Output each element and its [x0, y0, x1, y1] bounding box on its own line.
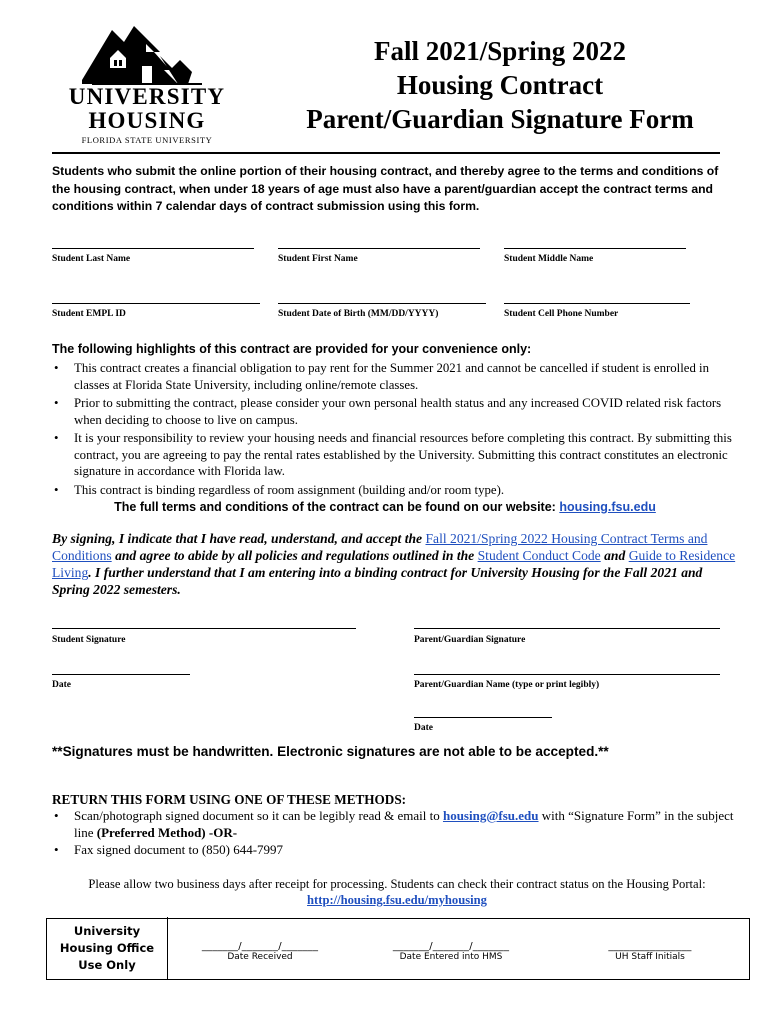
- highlights-list: [52, 360, 742, 500]
- form-title: [280, 34, 720, 136]
- header-divider: [52, 152, 720, 154]
- signing-text-2: and agree to abide by all policies and regulations outlined in the: [115, 548, 475, 563]
- preferred-method-note: (Preferred Method) -OR-: [96, 824, 238, 840]
- signing-text-3: and: [604, 548, 626, 563]
- date-hms-label: Date Entered into HMS: [399, 952, 503, 962]
- student-cell-field[interactable]: [504, 303, 690, 304]
- student-last-name-field[interactable]: [52, 248, 254, 249]
- date-received-blank: _______/_______/_______: [201, 941, 319, 952]
- email-method-text: Scan/photograph signed document so it can be legibly read & email to: [74, 808, 440, 823]
- parent-date-label: Date: [414, 723, 433, 733]
- intro-paragraph: Students who submit the online portion of their housing contract, and thereby agree to the terms and conditions of the housing contract, when under 18 years of age must also have a parent/guardian accept the contract terms and conditions within 7 calendar days of contract submission using this form.: [52, 164, 719, 213]
- housing-email-link[interactable]: housing@fsu.edu: [442, 808, 539, 823]
- parent-signature-field[interactable]: [414, 628, 720, 629]
- logo-word-university: UNIVERSITY: [68, 84, 226, 109]
- parent-signature-label: Parent/Guardian Signature: [414, 635, 526, 645]
- student-middle-name-label: Student Middle Name: [504, 254, 594, 264]
- student-cell-label: Student Cell Phone Number: [504, 309, 619, 319]
- full-terms-text: The full terms and conditions of the contract can be found on our website:: [114, 500, 556, 514]
- student-empl-id-label: Student EMPL ID: [52, 309, 126, 319]
- date-hms-blank: _______/_______/_______: [392, 941, 510, 952]
- office-use-box: [46, 918, 750, 980]
- return-methods-heading: RETURN THIS FORM USING ONE OF THESE METHODS:: [52, 792, 407, 807]
- student-conduct-code-link[interactable]: Student Conduct Code: [477, 548, 601, 563]
- processing-text: Please allow two business days after receipt for processing. Students can check their contract status on the Housing Portal:: [88, 877, 706, 891]
- student-date-label: Date: [52, 680, 71, 690]
- title-line-1: Fall 2021/Spring 2022: [373, 36, 627, 66]
- house-emblem-icon: [52, 22, 242, 86]
- logo-word-housing: HOUSING: [88, 108, 206, 133]
- staff-initials-blank: ________________: [608, 941, 692, 952]
- highlights-heading: The following highlights of this contract are provided for your convenience only:: [52, 342, 532, 356]
- full-terms-note: [52, 500, 718, 514]
- date-received-label: Date Received: [227, 952, 293, 962]
- housing-portal-link[interactable]: http://housing.fsu.edu/myhousing: [307, 893, 487, 907]
- student-dob-field[interactable]: [278, 303, 486, 304]
- date-received-field[interactable]: [195, 941, 325, 962]
- list-item: [52, 808, 742, 841]
- parent-name-field[interactable]: [414, 674, 720, 675]
- university-housing-logo: [52, 22, 242, 148]
- parent-name-label: Parent/Guardian Name (type or print legibly): [414, 680, 600, 690]
- guide-to-residence-living-link[interactable]: Guide to Residence Living: [52, 548, 736, 580]
- date-hms-field[interactable]: [383, 941, 519, 962]
- student-middle-name-field[interactable]: [504, 248, 686, 249]
- student-dob-label: Student Date of Birth (MM/DD/YYYY): [278, 309, 439, 319]
- student-date-field[interactable]: [52, 674, 190, 675]
- logo-subtitle: FLORIDA STATE UNIVERSITY: [81, 135, 213, 145]
- return-methods-list: [52, 808, 742, 860]
- signing-text-4: . I further understand that I am entering into a binding contract for University Housing for the Fall 2021 and Spring 2022 semesters.: [52, 565, 703, 597]
- list-item: • Fax signed document to (850) 644-7997: [52, 842, 742, 859]
- housing-website-link[interactable]: housing.fsu.edu: [559, 500, 656, 514]
- list-item: • This contract is binding regardless of room assignment (building and/or room type).: [52, 482, 742, 499]
- email-method-text-2: with “Signature Form” in the subject line: [74, 808, 734, 840]
- signing-text-1: By signing, I indicate that I have read, understand, and accept the: [52, 531, 423, 546]
- student-empl-id-field[interactable]: [52, 303, 260, 304]
- list-item: • It is your responsibility to review your housing needs and financial resources before completing this contract. By submitting this contract, you are agreeing to pay the rental rates established by the University. Submitting this contract constitutes an electronic signature in accordance with Florida law.: [52, 430, 742, 480]
- student-signature-label: Student Signature: [52, 635, 126, 645]
- student-first-name-label: Student First Name: [278, 254, 358, 264]
- contract-terms-link[interactable]: Fall 2021/Spring 2022 Housing Contract Terms and Conditions: [52, 531, 708, 563]
- office-use-label: [47, 917, 168, 980]
- student-last-name-label: Student Last Name: [52, 254, 131, 264]
- office-label-line-1: University: [73, 923, 141, 938]
- student-first-name-field[interactable]: [278, 248, 480, 249]
- processing-note: [52, 876, 742, 908]
- staff-initials-label: UH Staff Initials: [615, 952, 685, 962]
- office-label-line-3: Use Only: [78, 957, 136, 972]
- parent-date-field[interactable]: [414, 717, 552, 718]
- title-line-3: Parent/Guardian Signature Form: [306, 104, 694, 134]
- list-item: • This contract creates a financial obligation to pay rent for the Summer 2021 and cannot be cancelled if student is enrolled in classes at Florida State University, including online/remote classes.: [52, 360, 742, 393]
- signing-statement: [52, 530, 742, 598]
- staff-initials-field[interactable]: [595, 941, 705, 962]
- office-label-line-2: Housing Office: [59, 940, 155, 955]
- list-item: • Prior to submitting the contract, please consider your own personal health status and any increased COVID related risk factors when deciding to choose to live on campus.: [52, 395, 742, 428]
- title-line-2: Housing Contract: [396, 70, 604, 100]
- handwritten-signature-warning: **Signatures must be handwritten. Electronic signatures are not able to be accepted.**: [52, 744, 609, 759]
- student-signature-field[interactable]: [52, 628, 356, 629]
